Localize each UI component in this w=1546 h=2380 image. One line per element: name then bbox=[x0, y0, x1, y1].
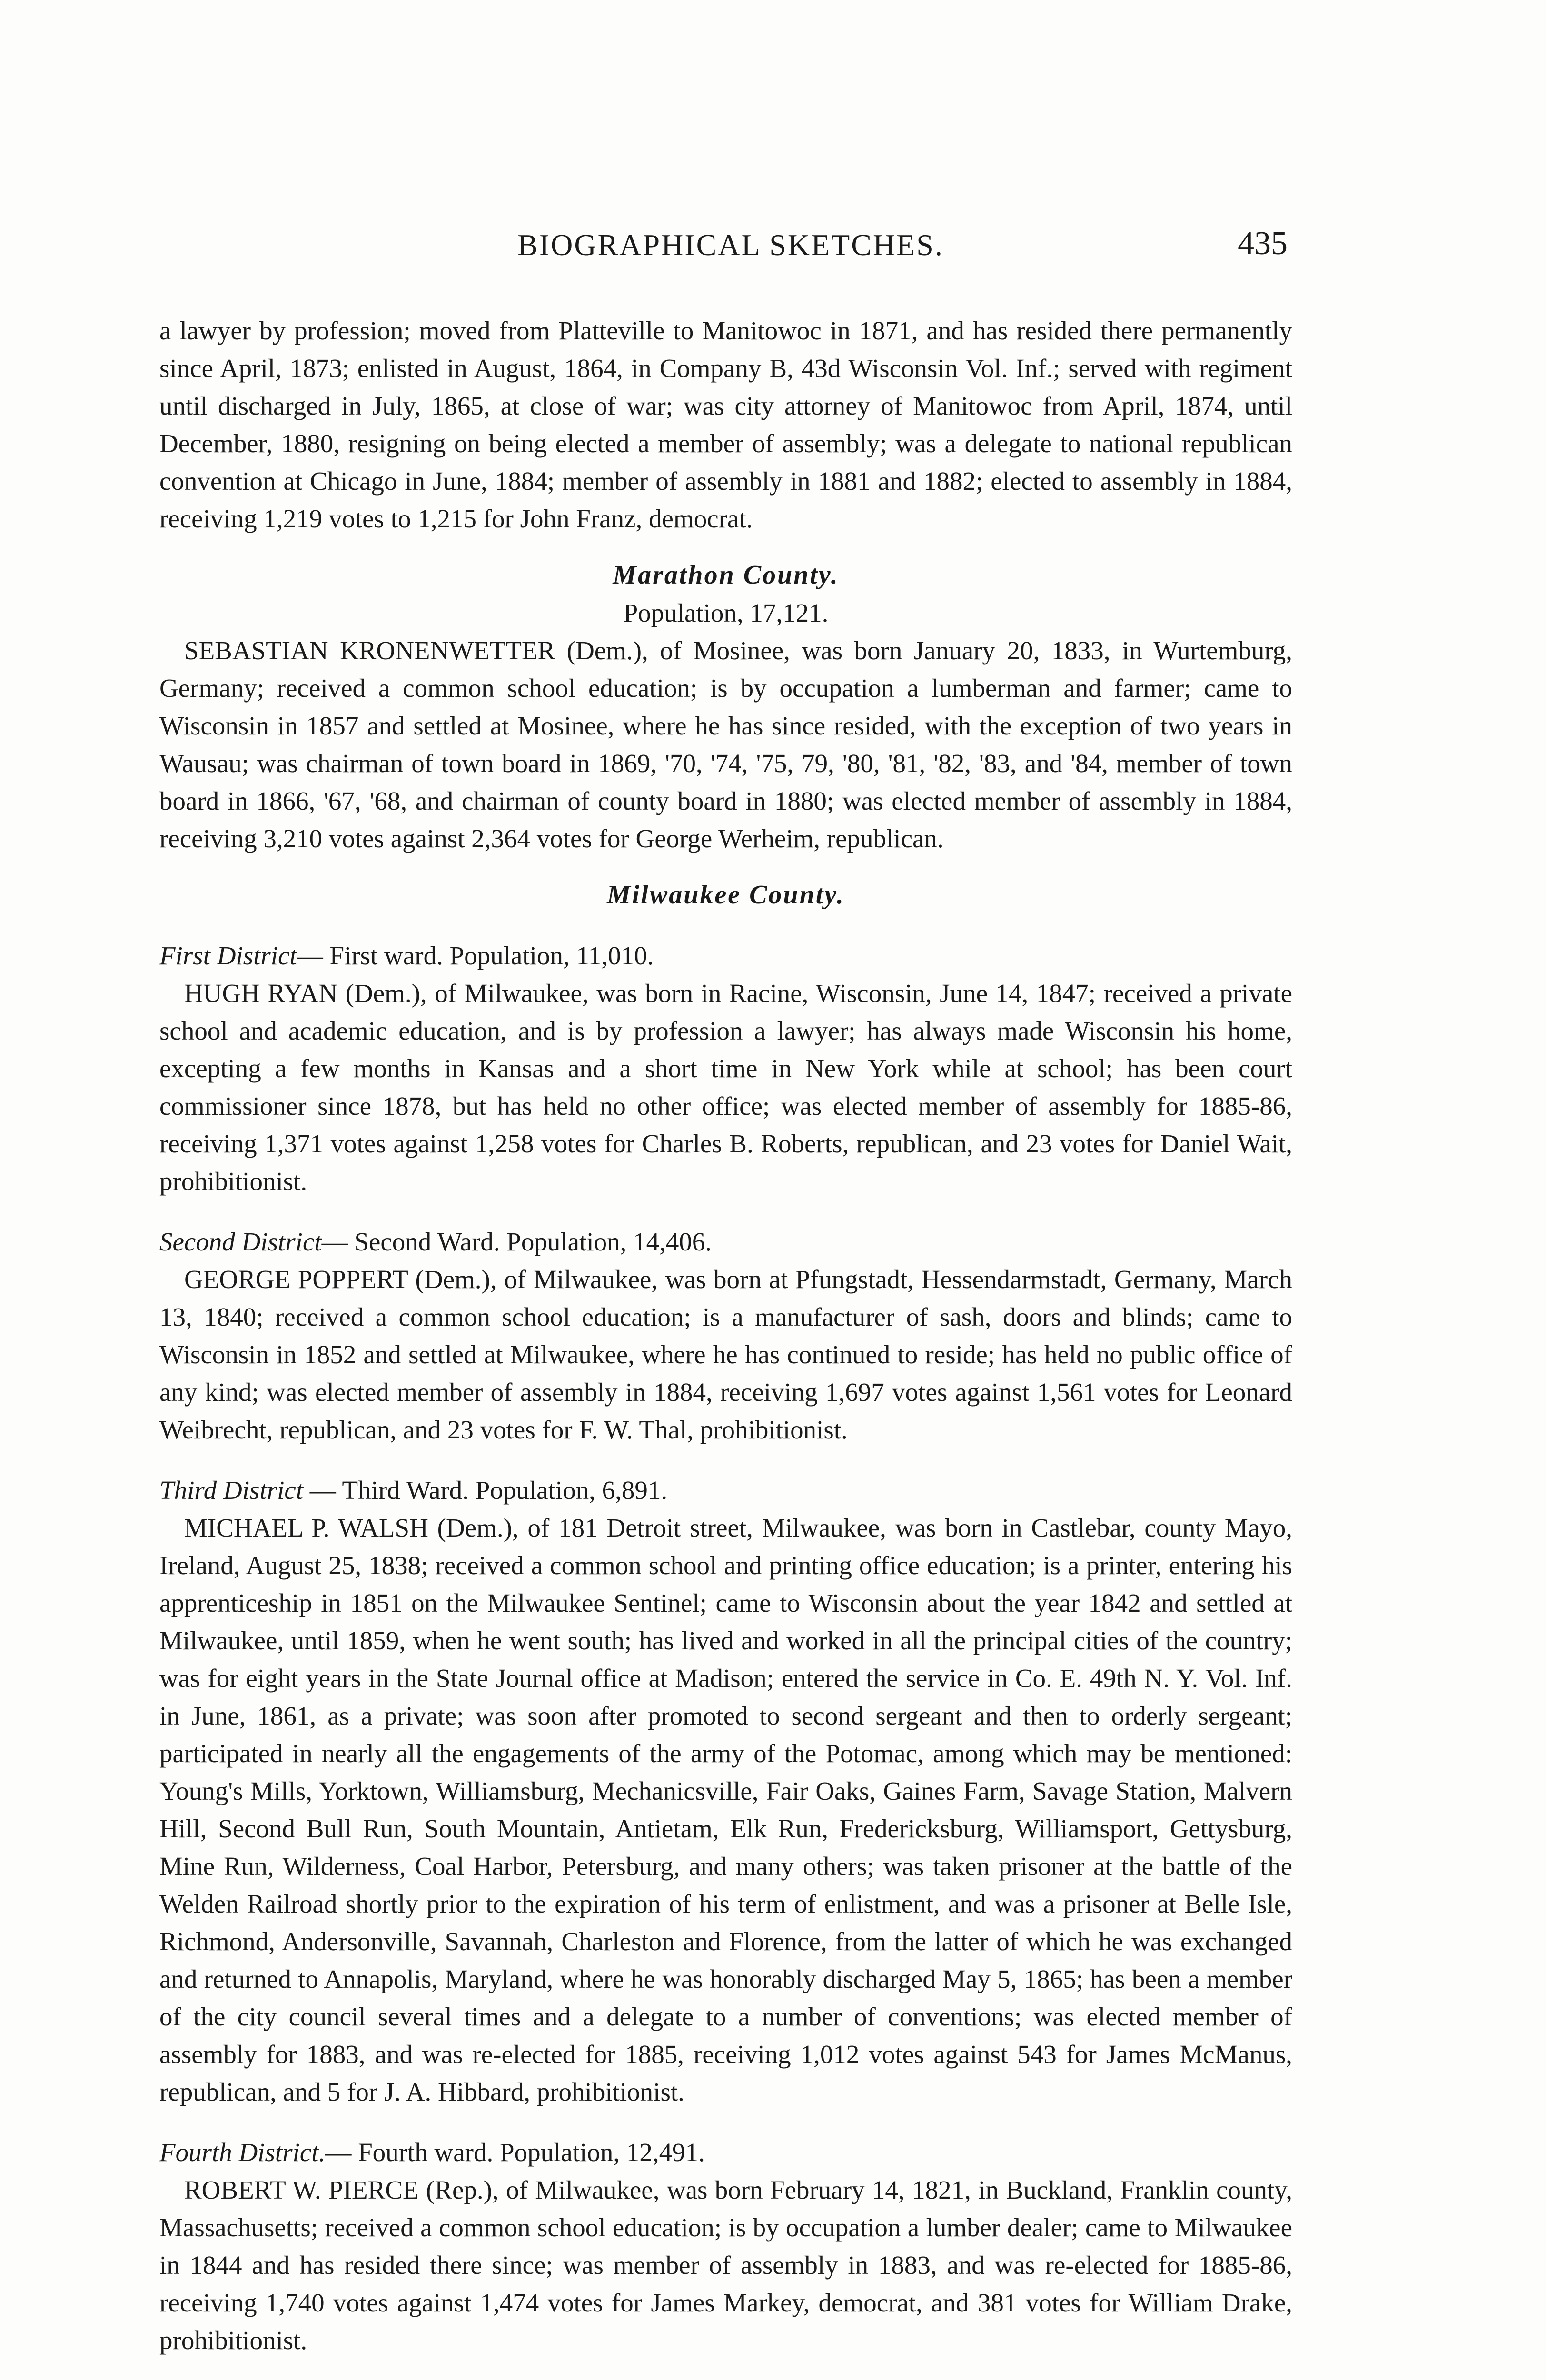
district-heading-first bbox=[159, 937, 1292, 974]
page-body bbox=[159, 312, 1292, 2359]
bio-kronenwetter: SEBASTIAN KRONENWETTER (Dem.), of Mosinee, was born January 20, 1833, in Wurtemburg, Germany; received a common school education; is by occupation a lumberman and farmer; came to Wisconsin in 1857 and settled at Mosinee, where he has since resided, with the exception of two years in Wausau; was chairman of town board in 1869, '70, '74, '75, 79, '80, '81, '82, '83, and '84, member of town board in 1866, '67, '68, and chairman of county board in 1880; was elected member of assembly in 1884, receiving 3,210 votes against 2,364 votes for George Werheim, republican. bbox=[159, 636, 1292, 853]
district-name: Third District bbox=[159, 1476, 304, 1505]
district-ward-population: — First ward. Population, 11,010. bbox=[297, 941, 654, 970]
district-ward-population: — Fourth ward. Population, 12,491. bbox=[325, 2138, 705, 2167]
county-heading-milwaukee: Milwaukee County. bbox=[606, 880, 845, 910]
population-line-marathon: Population, 17,121. bbox=[623, 598, 829, 627]
bio-pierce: ROBERT W. PIERCE (Rep.), of Milwaukee, was born February 14, 1821, in Buckland, Franklin county, Massachusetts; received a common school education; is by occupation a lumber dealer; came to Milwaukee in 1844 and has resided there since; was member of assembly in 1883, and was re-elected for 1885-86, receiving 1,740 votes against 1,474 votes for James Markey, democrat, and 381 votes for William Drake, prohibitionist. bbox=[159, 2175, 1292, 2355]
district-name: First District bbox=[159, 941, 297, 970]
bio-poppert: GEORGE POPPERT (Dem.), of Milwaukee, was born at Pfungstadt, Hessendarmstadt, Germany, March 13, 1840; received a common school education; is a manufacturer of sash, doors and blinds; came to Wisconsin in 1852 and settled at Milwaukee, where he has continued to reside; has held no public office of any kind; was elected member of assembly in 1884, receiving 1,697 votes against 1,561 votes for Leonard Weibrecht, republican, and 23 votes for F. W. Thal, prohibitionist. bbox=[159, 1265, 1292, 1444]
district-name: Second District bbox=[159, 1227, 322, 1256]
bio-ryan: HUGH RYAN (Dem.), of Milwaukee, was born in Racine, Wisconsin, June 14, 1847; received a private school and academic education, and is by profession a lawyer; has always made Wisconsin his home, excepting a few months in Kansas and a short time in New York while at school; has been court commissioner since 1878, but has held no other office; was elected member of assembly for 1885-86, receiving 1,371 votes against 1,258 votes for Charles B. Roberts, republican, and 23 votes for Daniel Wait, prohibitionist. bbox=[159, 979, 1292, 1196]
bio-walsh: MICHAEL P. WALSH (Dem.), of 181 Detroit street, Milwaukee, was born in Castlebar, county Mayo, Ireland, August 25, 1838; received a common school and printing office education; is a printer, entering his apprenticeship in 1851 on the Milwaukee Sentinel; came to Wisconsin about the year 1842 and settled at Milwaukee, until 1859, when he went south; has lived and worked in all the principal cities of the country; was for eight years in the State Journal office at Madison; entered the service in Co. E. 49th N. Y. Vol. Inf. in June, 1861, as a private; was soon after promoted to second sergeant and then to orderly sergeant; participated in nearly all the engagements of the army of the Potomac, among which may be mentioned: Young's Mills, Yorktown, Williamsburg, Mechanicsville, Fair Oaks, Gaines Farm, Savage Station, Malvern Hill, Second Bull Run, South Mountain, Antietam, Elk Run, Fredericksburg, Williamsport, Gettysburg, Mine Run, Wilderness, Coal Harbor, Petersburg, and many others; was taken prisoner at the battle of the Welden Railroad shortly prior to the expiration of his term of enlistment, and was a prisoner at Belle Isle, Richmond, Andersonville, Savannah, Charleston and Florence, from the latter of which he was exchanged and returned to Annapolis, Maryland, where he was honorably discharged May 5, 1865; has been a member of the city council several times and a delegate to a number of conventions; was elected member of assembly for 1883, and was re-elected for 1885, receiving 1,012 votes against 543 for James McManus, republican, and 5 for J. A. Hibbard, prohibitionist. bbox=[159, 1513, 1292, 2106]
district-heading-third bbox=[159, 1471, 1292, 1509]
district-heading-fourth bbox=[159, 2133, 1292, 2171]
district-heading-second bbox=[159, 1223, 1292, 1260]
district-ward-population: — Second Ward. Population, 14,406. bbox=[321, 1227, 712, 1256]
district-name: Fourth District. bbox=[159, 2138, 326, 2167]
running-title: BIOGRAPHICAL SKETCHES. bbox=[517, 228, 944, 262]
county-heading-marathon: Marathon County. bbox=[613, 560, 839, 590]
intro-paragraph: a lawyer by profession; moved from Platteville to Manitowoc in 1871, and has resided there permanently since April, 1873; enlisted in August, 1864, in Company B, 43d Wisconsin Vol. Inf.; served with regiment until discharged in July, 1865, at close of war; was city attorney of Manitowoc from April, 1874, until December, 1880, resigning on being elected a member of assembly; was a delegate to national republican convention at Chicago in June, 1884; member of assembly in 1881 and 1882; elected to assembly in 1884, receiving 1,219 votes to 1,215 for John Franz, democrat. bbox=[159, 316, 1292, 533]
district-ward-population: — Third Ward. Population, 6,891. bbox=[303, 1476, 668, 1505]
page-number: 435 bbox=[1238, 225, 1288, 262]
page-header bbox=[159, 225, 1302, 275]
